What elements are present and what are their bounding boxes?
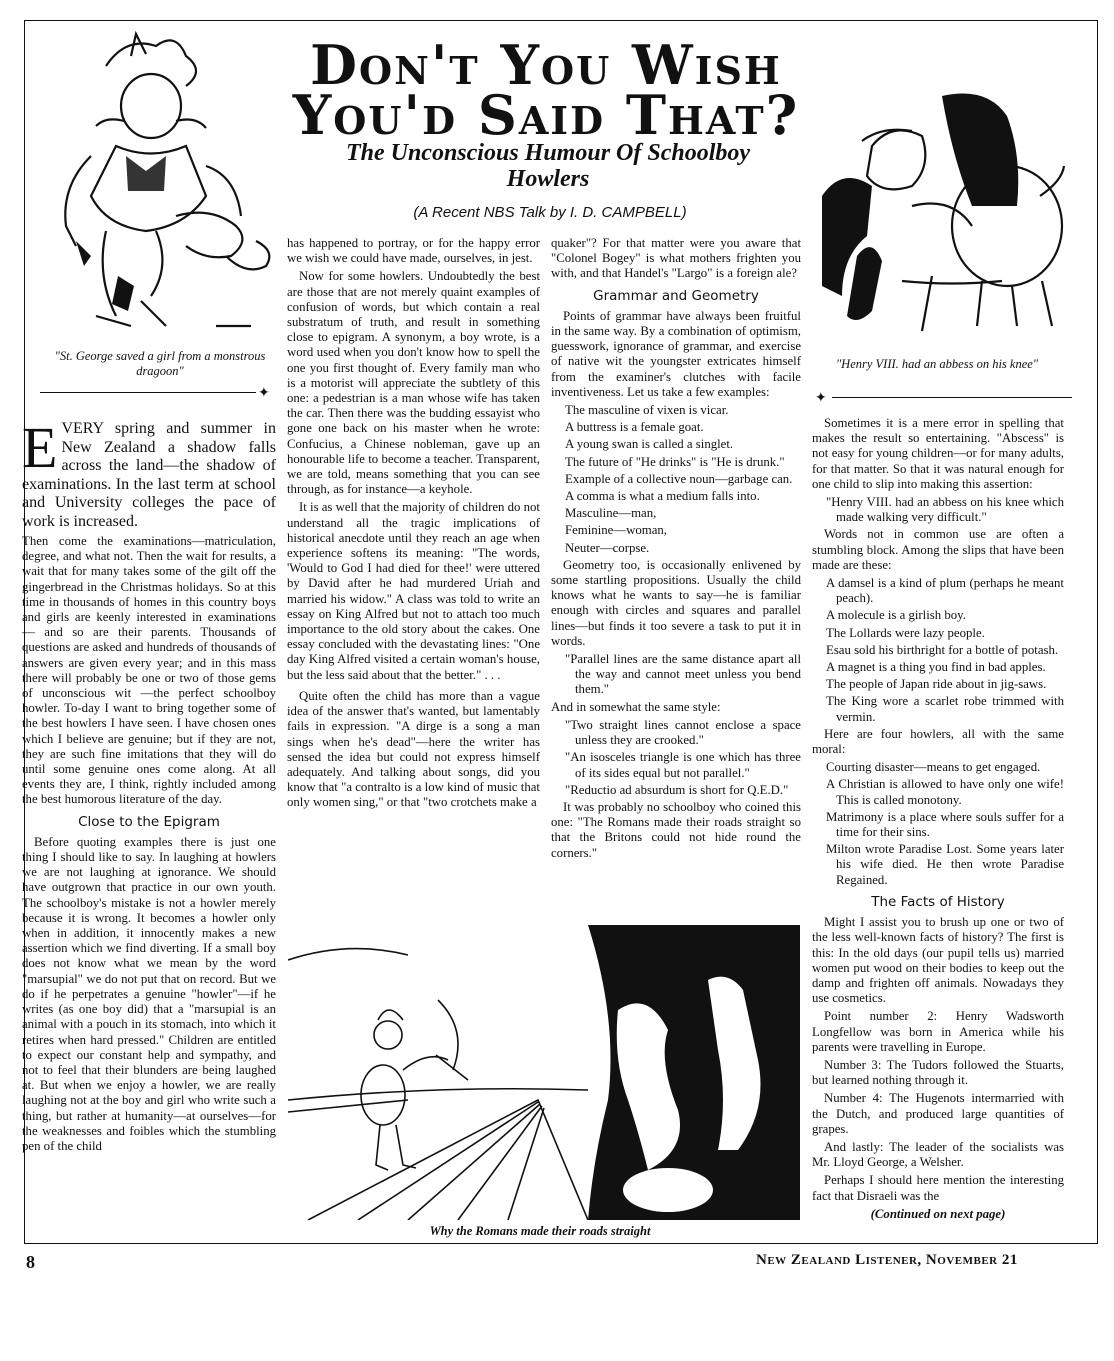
- example-item: Matrimony is a place where souls suffer for a time for their sins.: [826, 809, 1064, 840]
- example-item: "Reductio ad absurdum is short for Q.E.D.": [565, 782, 789, 797]
- example-item: Neuter—corpse.: [565, 540, 650, 555]
- example-item: "Henry VIII. had an abbess on his knee which made walking very difficult.": [826, 495, 1064, 525]
- paragraph: Geometry too, is occasionally enlivened by some startling propositions. Usually the child knows what he wants to say—he is familiar enough with circles and squares and parallel lines—but finds it too severe a task to put it in words.: [551, 557, 801, 648]
- example-item: A buttress is a female goat.: [565, 420, 704, 435]
- example-item: Milton wrote Paradise Lost. Some years later his wife died. He then wrote Paradise Regained.: [826, 842, 1064, 887]
- drop-cap: E: [22, 415, 58, 480]
- article-subtitle: The Unconscious Humour Of Schoolboy Howlers: [345, 140, 751, 192]
- henry-viii-illustration: [812, 86, 1072, 346]
- example-item: The King wore a scarlet robe trimmed with vermin.: [826, 694, 1064, 724]
- page-number: 8: [26, 1252, 35, 1272]
- byline: (A Recent NBS Talk by I. D. CAMPBELL): [413, 204, 687, 221]
- example-item: A damsel is a kind of plum (perhaps he meant peach).: [826, 576, 1064, 606]
- paragraph: It is as well that the majority of children do not understand all the tragic implications of historical anecdote until they reach an age when experience softens its meaning: "The words, 'Would to God I had died for thee!' were uttered by David after he had murdered Uriah and married his widow." A class was told to write an essay on King Alfred but not to attach too much importance to the old story about the cakes. One essay concluded with the devastating lines: "One day King Alfred visited a certain woman's house, but the less said about that the better." . . .: [287, 500, 540, 682]
- example-item: The masculine of vixen is vicar.: [565, 403, 729, 418]
- article-title: [276, 33, 816, 147]
- paragraph: Might I assist you to brush up one or two of the less well-known facts of history? The first is this: In the old days (our pupil tells us) married women put wood on their bodies to keep out the damp and frighten off animals. Nowadays they use cosmetics.: [812, 915, 1064, 1006]
- section-heading: Close to the Epigram: [78, 813, 220, 830]
- paragraph: Number 3: The Tudors followed the Stuarts, but learned nothing through it.: [812, 1057, 1064, 1088]
- section-heading: The Facts of History: [871, 893, 1005, 910]
- continued-note: (Continued on next page): [870, 1206, 1006, 1221]
- example-item: Esau sold his birthright for a bottle of potash.: [826, 642, 1059, 657]
- publication-line: New Zealand Listener, November 21: [756, 1252, 1018, 1268]
- paragraph: Perhaps I should here mention the interesting fact that Disraeli was the: [812, 1173, 1064, 1203]
- example-item: The future of "He drinks" is "He is drunk.": [565, 454, 785, 469]
- paragraph: Points of grammar have always been fruitful in the same way. By a combination of optimism, guesswork, ignorance of grammar, and exercise of native wit the youngster extricates himself from the examiner's clutches with facile inventiveness. Let us take a few examples:: [551, 308, 801, 399]
- right-caption: "Henry VIII. had an abbess on his knee": [835, 357, 1039, 371]
- left-caption: "St. George saved a girl from a monstrous dragoon": [54, 349, 266, 378]
- paragraph: And in somewhat the same style:: [551, 699, 721, 714]
- paragraph: Quite often the child has more than a vague idea of the answer that's wanted, but lamentably fails in expression. "A dirge is a song a man sings when he's dead"—here the writer has sensed the idea but could not express himself adequately. And talking about songs, did you know that "a contralto is a low kind of music that only women sing," or that "two crotchets make a: [287, 688, 540, 810]
- example-item: "Parallel lines are the same distance apart all the way and cannot meet unless you bend them.": [565, 652, 801, 697]
- example-item: "Two straight lines cannot enclose a space unless they are crooked.": [565, 717, 801, 748]
- lead-text: VERY spring and summer in New Zealand a shadow falls across the land—the shadow of examinations. In the last term at school and University colleges the pace of work is increased.: [22, 420, 276, 530]
- paragraph: Then come the examinations—matriculation, degree, and what not. Then the wait for results, a wait that for many takes some of the gilt off the gingerbread in the Christmas holidays. So at this time in thousands of homes in this country boys and girls are keenly interested in examinations — and so are their parents. Thousands of questions are asked and hundreds of thousands of answers are given every year; and in this mass there will probably be one or two of those gems of unconscious wit —the perfect schoolboy howler. To-day I want to bring together some of the best howlers I have seen. I have chosen ones which I believe are genuine; but if they are not, they are such fine imitations that they will do until some genuine ones come along. At all events they are, I think, rightly included among the best humorous literature of the day.: [22, 534, 276, 807]
- example-item: Masculine—man,: [565, 506, 657, 521]
- example-list: [551, 403, 801, 556]
- example-item: A Christian is allowed to have only one wife! This is called monotony.: [826, 777, 1064, 807]
- example-item: A young swan is called a singlet.: [565, 437, 734, 452]
- example-item: The Lollards were lazy people.: [826, 625, 985, 640]
- paragraph: Now for some howlers. Undoubtedly the best are those that are not merely quaint examples of confusion of words, but which contain a real substratum of truth, and result in something close to epigram. A synonym, a boy wrote, is a word used when you don't know how to spell the one you first thought of. Every family man who is a motorist will appreciate the subtlety of this one: a pedestrian is a man whose wife has taken the car. Then there was the budding essayist who gone one back on his master when he wrote: Confucius, a Chinese nobleman, gave up an honourable life to become a teacher. Transparent, we are told, means something that you can see through, as for instance—a keyhole.: [287, 269, 540, 497]
- paragraph: Words not in common use are often a stumbling block. Among the slips that have been made are these:: [812, 527, 1064, 572]
- paragraph: quaker"? For that matter were you aware that "Colonel Bogey" is what mothers frighten you with, and that Handel's "Largo" is a foreign ale?: [551, 236, 801, 281]
- paragraph: Before quoting examples there is just one thing I should like to say. In laughing at howlers we are not laughing at ignorance. We should have outgrown that practice in our own youth. The schoolboy's mistake is not a howler merely because it is wrong. It becomes a howler only when in addition, it innocently makes a new assertion which we find diverting. If a small boy does not know what we mean by the word "marsupial" we do not put that on record. But we do if he perpetrates a genuine "howler"—if he writes (as one boy did) that a "marsupial is an animal with a pouch in its stomach, into which it retires when hard pressed." Children are entitled to expect our constant help and sympathy, and not to feel that their blunders are being laughed at. But when we enjoy a howler, we are really laughing not at the boy and girl who write such a thing, but rather at humanity—at ourselves—for the weaknesses and foibles which the stumbling pen of the child: [22, 834, 276, 1153]
- column-2: [287, 236, 540, 814]
- bottom-caption: Why the Romans made their roads straight: [429, 1224, 651, 1238]
- column-4: [812, 416, 1064, 1225]
- caption-rule: [40, 392, 256, 393]
- section-heading: Grammar and Geometry: [593, 287, 759, 304]
- caption-rule-right: [832, 397, 1072, 398]
- example-item: A comma is what a medium falls into.: [565, 489, 760, 504]
- paragraph: Point number 2: Henry Wadsworth Longfellow was born in America while his parents were travelling in Europe.: [812, 1009, 1064, 1054]
- roman-roads-illustration: [288, 920, 800, 1220]
- example-item: A magnet is a thing you find in bad apples.: [826, 660, 1046, 675]
- example-item: The people of Japan ride about in jig-saws.: [826, 677, 1047, 692]
- title-line-1: Don't You Wish: [310, 33, 782, 97]
- example-item: Example of a collective noun—garbage can.: [565, 471, 793, 486]
- column-1: [22, 415, 276, 1157]
- paragraph: Here are four howlers, all with the same moral:: [812, 726, 1064, 757]
- lead-paragraph: [22, 415, 276, 531]
- paragraph: has happened to portray, or for the happy error we wish we could have made, ourselves, in jest.: [287, 236, 540, 266]
- star-ornament: ✦: [258, 386, 270, 401]
- st-george-illustration: [36, 26, 286, 344]
- paragraph: It was probably no schoolboy who coined this one: "The Romans made their roads straight so that the Britons could not hide round the corners.": [551, 799, 801, 860]
- example-item: Feminine—woman,: [565, 523, 668, 538]
- paragraph: And lastly: The leader of the socialists was Mr. Lloyd George, a Welsher.: [812, 1139, 1064, 1170]
- paragraph: Sometimes it is a mere error in spelling that makes the result so entertaining. "Abscess" is not easy for young children—or for many adults, for that matter. So that it was natural enough for one child to slip into making this assertion:: [812, 416, 1064, 491]
- star-ornament-right: ✦: [815, 391, 827, 406]
- example-item: A molecule is a girlish boy.: [826, 608, 966, 623]
- example-item: "An isosceles triangle is one which has three of its sides equal but not parallel.": [565, 750, 801, 780]
- column-3: [551, 236, 801, 864]
- paragraph: Number 4: The Hugenots intermarried with the Dutch, and produced large quantities of grapes.: [812, 1091, 1064, 1136]
- title-line-2: You'd Said That?: [292, 83, 800, 147]
- example-item: Courting disaster—means to get engaged.: [826, 760, 1041, 775]
